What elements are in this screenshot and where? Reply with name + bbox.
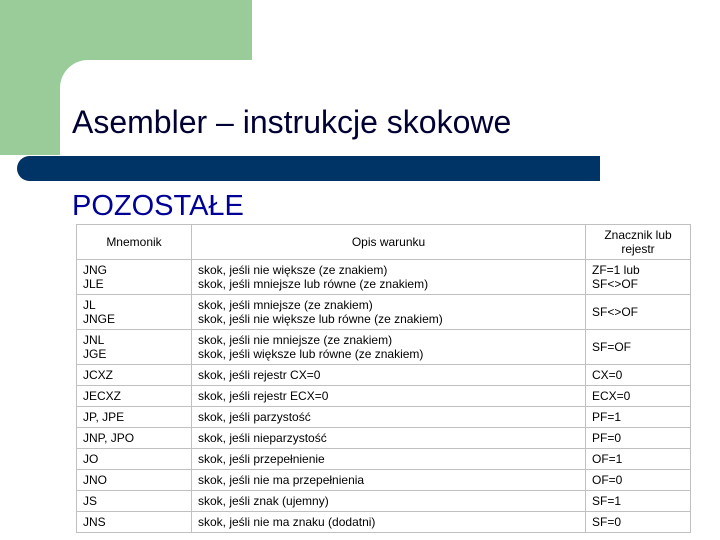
flag-cell: ZF=1 lub SF<>OF: [586, 260, 691, 295]
instruction-table: [76, 224, 691, 533]
flag-cell: SF=1: [586, 491, 691, 512]
description-cell: skok, jeśli znak (ujemny): [192, 491, 586, 512]
mnemonic-cell: JNS: [77, 512, 192, 533]
table-row: [77, 295, 691, 330]
table-row: [77, 407, 691, 428]
table-row: [77, 428, 691, 449]
mnemonic-cell: JNP, JPO: [77, 428, 192, 449]
description-cell: skok, jeśli rejestr ECX=0: [192, 386, 586, 407]
section-heading: POZOSTAŁE: [72, 190, 244, 222]
table-row: [77, 449, 691, 470]
table-row: [77, 512, 691, 533]
mnemonic-cell: JNO: [77, 470, 192, 491]
table-row: [77, 365, 691, 386]
flag-cell: SF<>OF: [586, 295, 691, 330]
description-cell: skok, jeśli parzystość: [192, 407, 586, 428]
description-cell: skok, jeśli nieparzystość: [192, 428, 586, 449]
flag-cell: OF=0: [586, 470, 691, 491]
mnemonic-cell: JL JNGE: [77, 295, 192, 330]
mnemonic-cell: JO: [77, 449, 192, 470]
flag-cell: PF=1: [586, 407, 691, 428]
description-cell: skok, jeśli nie większe (ze znakiem) skok, jeśli mniejsze lub równe (ze znakiem): [192, 260, 586, 295]
mnemonic-cell: JCXZ: [77, 365, 192, 386]
mnemonic-cell: JNG JLE: [77, 260, 192, 295]
description-cell: skok, jeśli rejestr CX=0: [192, 365, 586, 386]
mnemonic-cell: JECXZ: [77, 386, 192, 407]
table-row: [77, 491, 691, 512]
description-cell: skok, jeśli mniejsze (ze znakiem) skok, jeśli nie większe lub równe (ze znakiem): [192, 295, 586, 330]
description-cell: skok, jeśli nie ma przepełnienia: [192, 470, 586, 491]
table-row: [77, 386, 691, 407]
flag-cell: ECX=0: [586, 386, 691, 407]
flag-cell: CX=0: [586, 365, 691, 386]
title-underline-bar: [17, 156, 600, 181]
table-row: [77, 470, 691, 491]
mnemonic-cell: JP, JPE: [77, 407, 192, 428]
flag-cell: OF=1: [586, 449, 691, 470]
table-header-row: [77, 225, 691, 260]
header-mnemonic: Mnemonik: [77, 225, 192, 260]
mnemonic-cell: JS: [77, 491, 192, 512]
table-row: [77, 330, 691, 365]
flag-cell: PF=0: [586, 428, 691, 449]
description-cell: skok, jeśli nie ma znaku (dodatni): [192, 512, 586, 533]
flag-cell: SF=0: [586, 512, 691, 533]
flag-cell: SF=OF: [586, 330, 691, 365]
mnemonic-cell: JNL JGE: [77, 330, 192, 365]
table-row: [77, 260, 691, 295]
description-cell: skok, jeśli przepełnienie: [192, 449, 586, 470]
description-cell: skok, jeśli nie mniejsze (ze znakiem) skok, jeśli większe lub równe (ze znakiem): [192, 330, 586, 365]
header-flag: Znacznik lub rejestr: [586, 225, 691, 260]
slide-title: Asembler – instrukcje skokowe: [72, 104, 512, 140]
header-description: Opis warunku: [192, 225, 586, 260]
